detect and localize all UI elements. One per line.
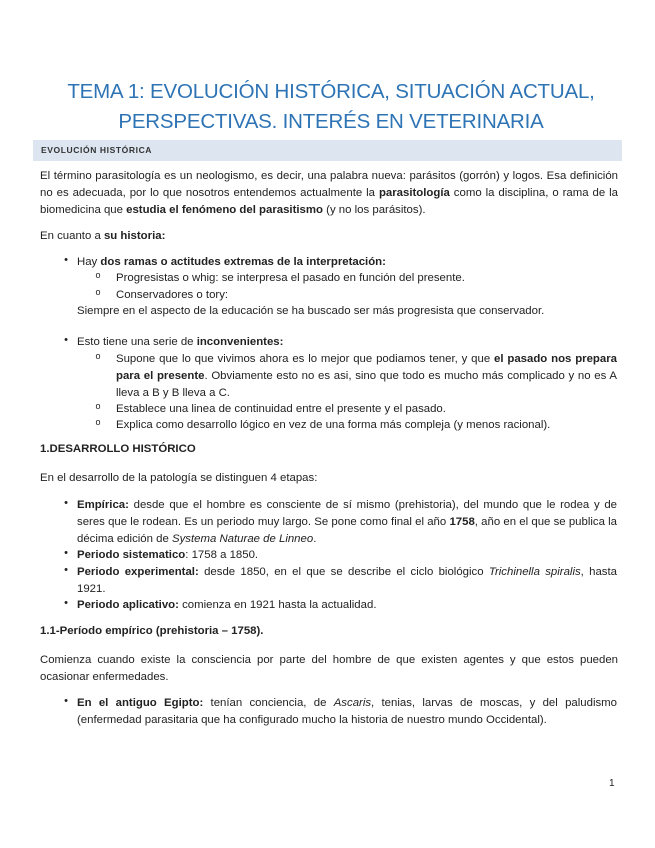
- bullet-dot: •: [64, 334, 68, 346]
- heading-desarrollo: 1.DESARROLLO HISTÓRICO: [40, 443, 196, 455]
- page-number: 1: [609, 778, 615, 789]
- aplicativo-bold: Periodo aplicativo:: [77, 599, 179, 611]
- ramas-note: Siempre en el aspecto de la educación se ha buscado ser más progresista que conservador.: [77, 305, 545, 317]
- title-line-1: TEMA 1: EVOLUCIÓN HISTÓRICA, SITUACIÓN ACTUAL,: [67, 80, 595, 103]
- bullet-dot: •: [64, 695, 68, 707]
- title-line-2: PERSPECTIVAS. INTERÉS EN VETERINARIA: [118, 110, 544, 133]
- sub-item-progresistas: Progresistas o whig: se interpresa el pasado en función del presente.: [116, 272, 465, 284]
- bullet-dot: •: [64, 497, 68, 509]
- empirica-year: 1758: [449, 516, 475, 528]
- section-header-label: EVOLUCIÓN HISTÓRICA: [41, 145, 153, 155]
- egipto-italic: Ascaris: [333, 697, 372, 709]
- list-item-experimental: [77, 564, 617, 598]
- egipto-bold: En el antiguo Egipto:: [77, 697, 204, 709]
- bullet-dot: •: [64, 564, 68, 576]
- inconv-bold: inconvenientes:: [196, 336, 284, 348]
- supone-text: . Obviamente esto no es asi, sino que todo es mucho más complicado y no es A lleva a B y B lleva a C.: [116, 370, 617, 399]
- inconv-text: Esto tiene una serie de: [77, 336, 197, 348]
- document-title: [40, 77, 622, 137]
- sub-item-establece: Establece una linea de continuidad entre el presente y el pasado.: [116, 403, 446, 415]
- list-item-ramas: [77, 254, 617, 271]
- bullet-circle: o: [95, 401, 101, 411]
- egipto-text: tenían conciencia, de: [203, 697, 334, 709]
- intro-text: El término parasitología es un neologismo, es decir, una palabra nueva: parásitos (gorrón) y logos. Esa definición no es adecuada, por lo que nosotros entendemos actualmente la: [40, 170, 618, 199]
- aplicativo-text: comienza en 1921 hasta la actualidad.: [178, 599, 377, 611]
- bullet-circle: o: [95, 287, 101, 297]
- list-item-empirica: [77, 497, 617, 548]
- experimental-text: , hasta 1921.: [77, 566, 617, 595]
- sub-item-supone: [116, 351, 617, 402]
- list-item-aplicativo: [77, 597, 617, 614]
- historia-bold: su historia:: [103, 230, 166, 242]
- intro-paragraph: [40, 168, 618, 219]
- etapas-intro: En el desarrollo de la patología se distinguen 4 etapas:: [40, 472, 318, 484]
- heading-periodo-empirico: 1.1-Período empírico (prehistoria – 1758).: [40, 625, 264, 637]
- list-item-egipto: [77, 695, 617, 729]
- empirica-text: desde que el hombre es consciente de sí mismo (prehistoria), del mundo que le rodea y de seres que le rodean. Es un periodo muy largo. Se pone como final el año: [77, 499, 617, 528]
- experimental-bold: Periodo experimental:: [77, 566, 199, 578]
- historia-text: En cuanto a: [40, 230, 104, 242]
- bullet-dot: •: [64, 254, 68, 266]
- list-item-sistematico: [77, 547, 617, 564]
- bullet-dot: •: [64, 597, 68, 609]
- sub-item-explica: Explica como desarrollo lógico en vez de una forma más compleja (y menos racional).: [116, 419, 551, 431]
- intro-bold-estudia: estudia el fenómeno del parasitismo: [126, 204, 323, 216]
- list-item-inconvenientes: [77, 334, 617, 351]
- bullet-dot: •: [64, 547, 68, 559]
- supone-text: Supone que lo que vivimos ahora es lo mejor que podiamos tener, y que: [116, 353, 495, 365]
- sub-item-conservadores: Conservadores o tory:: [116, 289, 229, 301]
- supone-bold: el pasado nos prepara para el presente: [116, 353, 617, 382]
- sistematico-text: : 1758 a 1850.: [185, 549, 259, 561]
- empirica-text: .: [313, 533, 317, 545]
- bullet-circle: o: [95, 351, 101, 361]
- section-header-bar: [33, 140, 622, 161]
- empirica-bold: Empírica:: [77, 499, 129, 511]
- intro-text: (y no los parásitos).: [322, 204, 426, 216]
- intro-text: como la disciplina, o rama de la biomedicina que: [40, 187, 619, 216]
- empirica-text: , año en el que se publica la décima edición de: [77, 516, 617, 545]
- egipto-text: , tenias, larvas de moscas, y del paludismo (enfermedad parasitaria que ha configurado mucho la historia de nuestro mundo Occidental).: [77, 697, 618, 726]
- bullet-circle: o: [95, 270, 101, 280]
- bullet-circle: o: [95, 417, 101, 427]
- ramas-text: Hay: [77, 256, 101, 268]
- historia-intro: [40, 228, 618, 245]
- sistematico-bold: Periodo sistematico: [77, 549, 186, 561]
- comienza-paragraph: Comienza cuando existe la consciencia por parte del hombre de que existen agentes y que estos pueden ocasionar enfermedades.: [40, 654, 618, 683]
- experimental-italic: Trichinella spiralis: [488, 566, 581, 578]
- intro-bold-parasitologia: parasitología: [378, 187, 450, 199]
- empirica-italic: Systema Naturae de Linneo: [171, 533, 314, 545]
- experimental-text: desde 1850, en el que se describe el ciclo biológico: [198, 566, 489, 578]
- ramas-bold: dos ramas o actitudes extremas de la interpretación:: [100, 256, 386, 268]
